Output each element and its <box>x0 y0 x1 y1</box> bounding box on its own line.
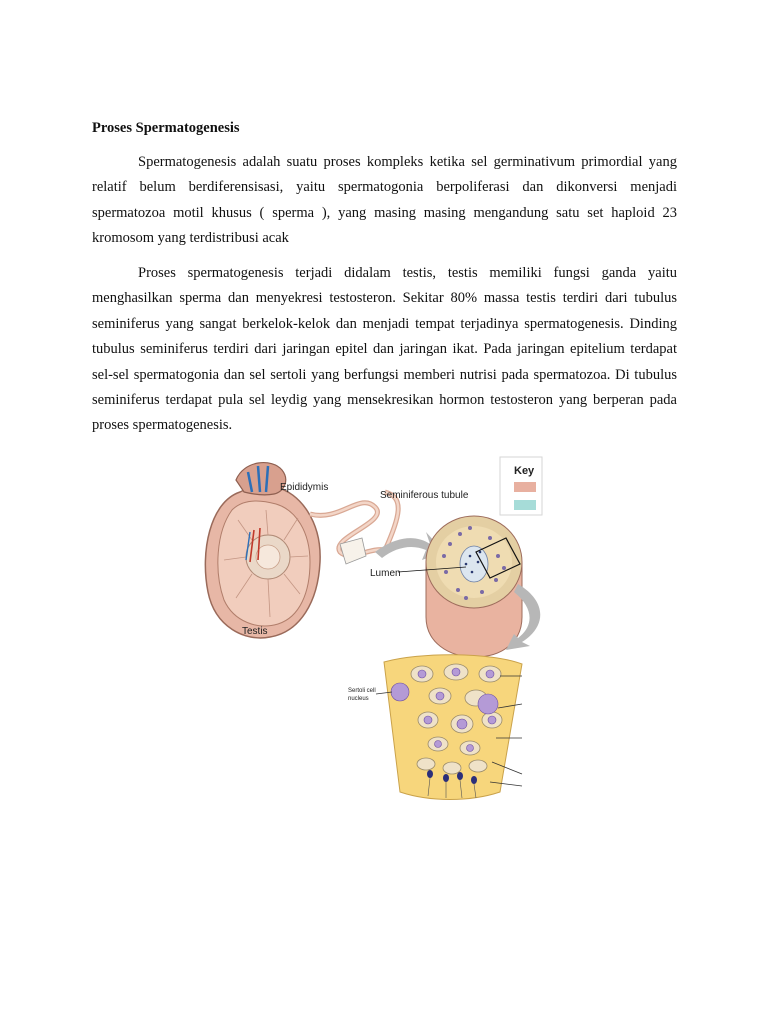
spermatogenesis-figure <box>200 452 545 817</box>
label-lumen: Lumen <box>370 568 401 579</box>
label-epididymis: Epididymis <box>280 482 329 493</box>
key-swatch-2 <box>514 500 536 510</box>
section-heading: Proses Spermatogenesis <box>92 120 240 136</box>
figure-illustration <box>200 452 545 817</box>
label-testis: Testis <box>242 626 268 637</box>
label-seminiferous-tubule: Seminiferous tubule <box>380 490 469 501</box>
tubule-wall-detail <box>376 655 522 800</box>
label-sertoli-cell: Sertoli cell <box>348 688 376 694</box>
paragraph-1: Spermatogenesis adalah suatu proses kompleks ketika sel germinativum primordial yang relatif belum berdiferensisasi, yaitu spermatogonia berpoliferasi dan dikonversi menjadi spermatozoa motil khusus ( sperma ), yang masing masing mengandung satu set haploid 23 kromosom yang terdistribusi acak <box>92 154 677 247</box>
key-box <box>500 457 542 515</box>
key-swatch-1 <box>514 482 536 492</box>
paragraph-2: Proses spermatogenesis terjadi didalam testis, testis memiliki fungsi ganda yaitu menghasilkan sperma dan menyekresi testosteron. Sekitar 80% massa testis terdiri dari tubulus seminiferus yang sangat berkelok-kelok dan menjadi tempat terjadinya spermatogenesis. Dinding tubulus seminiferus terdiri dari jaringan epitel dan jaringan ikat. Pada jaringan epitelium terdapat sel-sel spermatogonia dan sel sertoli yang berfungsi memberi nutrisi pada spermatozoa. Di tubulus seminiferus terdapat pula sel leydig yang mensekresikan hormon testosteron yang berperan pada proses spermatogenesis. <box>92 265 677 434</box>
key-title: Key <box>514 465 535 477</box>
tubule-cross-section <box>426 516 522 657</box>
label-sertoli-nucleus: nucleus <box>348 696 369 702</box>
